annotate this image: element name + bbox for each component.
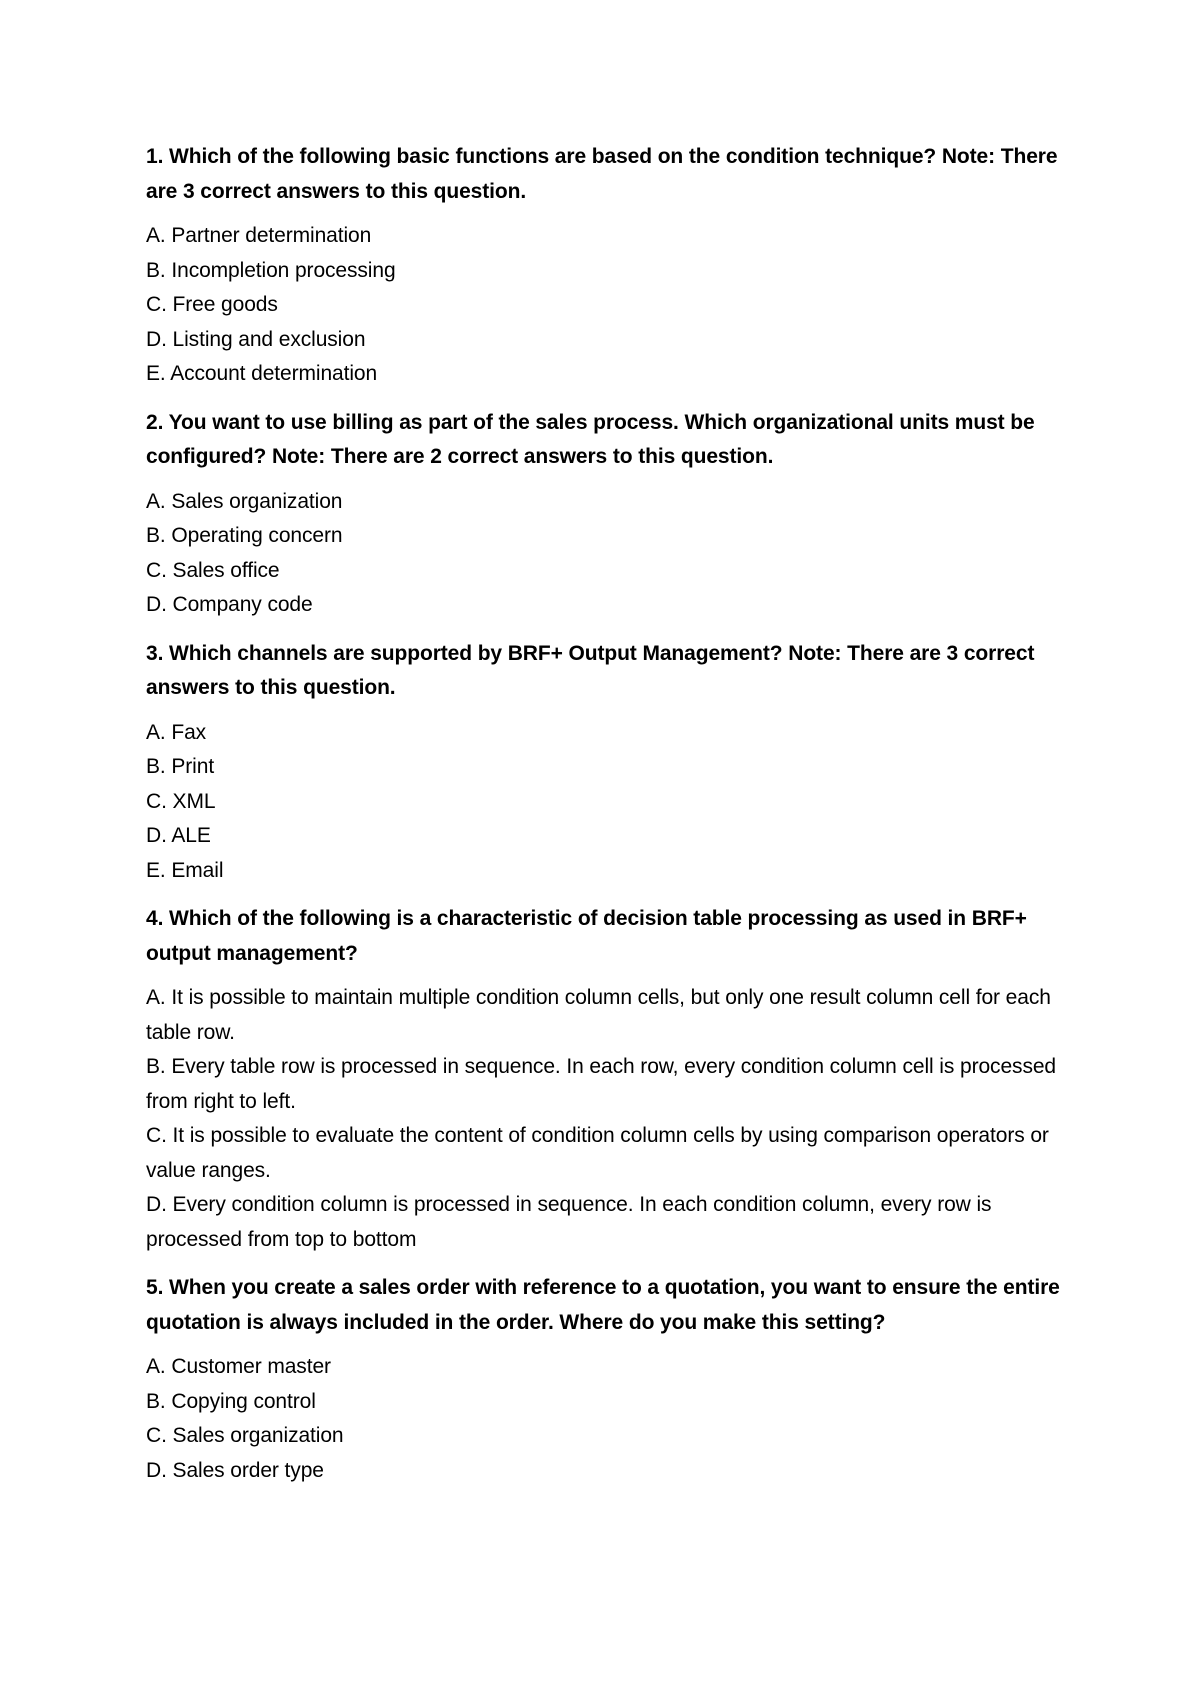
answer-option: B. Print	[146, 755, 215, 778]
answer-option: D. Listing and exclusion	[146, 327, 366, 351]
answer-option: D. Company code	[146, 593, 313, 616]
answer-option: A. Sales organization	[146, 489, 343, 513]
answer-option: B. Incompletion processing	[146, 258, 396, 282]
answer-option: C. It is possible to evaluate the content of condition column cells by using comparison operators or value ranges.	[146, 1124, 1049, 1182]
question-title: 5. When you create a sales order with reference to a quotation, you want to ensure the entire quotation is always included in the order. Where do you make this setting?	[146, 1276, 1060, 1334]
answer-options	[146, 219, 1066, 392]
answer-option: D. ALE	[146, 824, 211, 847]
answer-option: B. Copying control	[146, 1389, 316, 1413]
answer-option: A. Customer master	[146, 1355, 331, 1378]
document-page	[146, 140, 1066, 1502]
answer-option: C. Sales office	[146, 558, 280, 582]
answer-option: C. XML	[146, 789, 216, 813]
answer-option: E. Email	[146, 858, 224, 882]
answer-option: C. Sales organization	[146, 1424, 344, 1447]
question-5	[146, 1271, 1066, 1488]
answer-option: D. Every condition column is processed in sequence. In each condition column, every row is processed from top to bottom	[146, 1193, 992, 1251]
answer-option: D. Sales order type	[146, 1458, 324, 1482]
answer-option: E. Account determination	[146, 362, 378, 385]
answer-options	[146, 716, 1066, 889]
answer-option: A. It is possible to maintain multiple condition column cells, but only one result column cell for each table row.	[146, 986, 1051, 1044]
answer-options	[146, 485, 1066, 623]
question-4	[146, 902, 1066, 1257]
question-title: 3. Which channels are supported by BRF+ Output Management? Note: There are 3 correct answers to this question.	[146, 641, 1035, 699]
answer-option: A. Partner determination	[146, 224, 372, 247]
question-title: 1. Which of the following basic functions are based on the condition technique? Note: There are 3 correct answers to this question.	[146, 145, 1058, 203]
answer-options	[146, 981, 1066, 1257]
answer-options	[146, 1350, 1066, 1488]
answer-option: C. Free goods	[146, 293, 278, 316]
question-title: 4. Which of the following is a characteristic of decision table processing as used in BRF+ output management?	[146, 907, 1027, 965]
question-title: 2. You want to use billing as part of the sales process. Which organizational units must be configured? Note: There are 2 correct answers to this question.	[146, 410, 1035, 468]
question-2	[146, 406, 1066, 623]
question-3	[146, 637, 1066, 889]
answer-option: B. Every table row is processed in sequence. In each row, every condition column cell is processed from right to left.	[146, 1055, 1056, 1113]
question-1	[146, 140, 1066, 392]
answer-option: B. Operating concern	[146, 524, 343, 547]
answer-option: A. Fax	[146, 720, 207, 744]
